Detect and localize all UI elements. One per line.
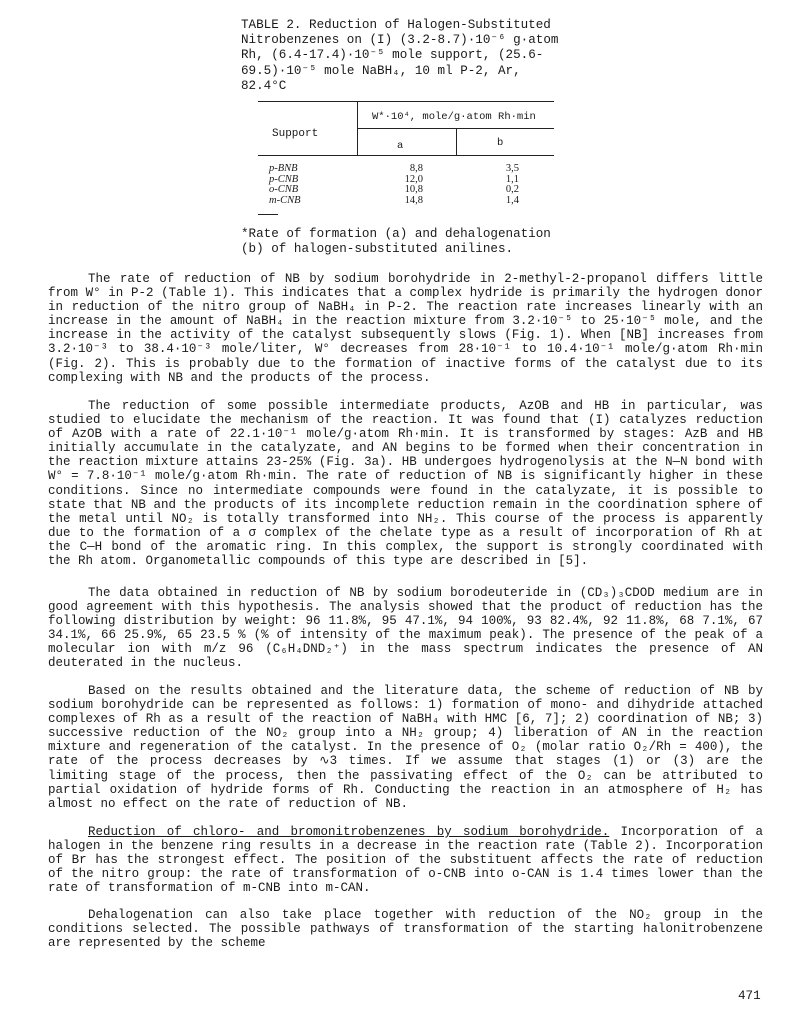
table-cell-support: m-CNB <box>269 194 301 206</box>
table-column-b <box>497 164 519 206</box>
table-cell-a: 12,0 <box>404 173 423 185</box>
paragraph-4: Based on the results obtained and the literature data, the scheme of reduction of NB by sodium borohydride can be represented as follows: 1) formation of mono- and dihydride attached complexes of Rh as a result of the reaction of NaBH₄ with HMC [6, 7]; 2) coordination of NB; 3) successive reduction of the NO₂ group into a NH₂ group; 4) liberation of AN in the reaction mixture and regeneration of the catalyst. In the presence of O₂ (molar ratio O₂/Rh = 400), the rate of the process decreases by ∿3 times. If we assume that stages (1) or (3) are the limiting stage of the process, then the passivating effect of the O₂ can be attributed to partial oxidation of hydride forms of Rh. Conducting the reaction in an atmosphere of H₂ has almost no effect on the rate of reduction of NB. <box>48 684 763 811</box>
table-column-divider-support <box>357 102 358 155</box>
table-column-divider-ab <box>456 129 457 155</box>
table-cell-b: 1,4 <box>505 194 519 206</box>
table-cell-support: p-CNB <box>269 173 299 185</box>
table-cell-support: p-BNB <box>269 163 298 174</box>
table-cell-a: 14,8 <box>404 194 423 206</box>
table-header-a: a <box>397 140 404 152</box>
table-header-rate: W*·10⁴, mole/g·atom Rh·min <box>372 111 536 123</box>
section-heading: Reduction of chloro- and bromonitrobenzenes by sodium borohydride. <box>88 825 610 839</box>
paragraph-5 <box>48 825 763 895</box>
table-column-support <box>269 164 301 206</box>
paragraph-1: The rate of reduction of NB by sodium borohydride in 2-methyl-2-propanol differs little from W° in P-2 (Table 1). This indicates that a complex hydride is primarily the hydrogen donor in reduction of the nitro group of NaBH₄ in P-2. The reaction rate increases linearly with an increase in the amount of NaBH₄ in the reaction mixture from 3.2·10⁻⁵ to 25·10⁻⁵ mole, and the increase in the activity of the catalyst subsequently slows (Fig. 1). When [NB] increases from 3.2·10⁻³ to 38.4·10⁻³ mole/liter, W° decreases from 28·10⁻¹ to 10.4·10⁻¹ mole/g·atom Rh·min (Fig. 2). This is probably due to the formation of inactive forms of the catalyst due to its complexing with NB and the products of the process. <box>48 272 763 385</box>
paragraph-2: The reduction of some possible intermediate products, AzOB and HB in particular, was studied to elucidate the mechanism of the reaction. It was found that (I) catalyzes reduction of AzOB with a rate of 22.1·10⁻¹ mole/g·atom Rh·min. It is transformed by stages: AzB and HB initially accumulate in the catalyzate, and AN begins to be formed when their concentration in the reaction mixture attains 23-25% (Fig. 3a). HB undergoes hydrogenolysis at the N—N bond with W° = 7.8·10⁻¹ mole/g·atom Rh·min. The rate of reduction of NB is significantly higher in these conditions. Since no intermediate compounds were found in the catalyzate, it is possible to state that NB and the products of its incomplete reduction remain in the coordination sphere of the metal until NO₂ is totally transformed into NH₂. This course of the process is apparently due to the formation of a σ complex of the chelate type as a result of incorporation of Rh at the C—H bond of the aromatic ring. In this complex, the support is strongly coordinated with the Rh atom. Organometallic compounds of this type are described in [5]. <box>48 399 763 569</box>
table-header-support: Support <box>272 128 319 140</box>
page-number: 471 <box>738 989 761 1003</box>
table-cell-b: 1,1 <box>505 173 519 185</box>
table-cell-support: o-CNB <box>269 184 299 195</box>
table-cell-a: 8,8 <box>409 163 423 174</box>
table-top-rule <box>258 101 554 102</box>
paragraph-6: Dehalogenation can also take place together with reduction of the NO₂ group in the conditions selected. The possible pathways of transformation of the starting halonitrobenzene are represented by the scheme <box>48 908 763 951</box>
table-header-b: b <box>497 137 504 149</box>
table-header-bottom-rule <box>258 155 554 156</box>
table-column-a <box>395 164 423 206</box>
table-cell-b: 3,5 <box>505 163 519 174</box>
table-bottom-rule <box>258 214 278 215</box>
table-caption: TABLE 2. Reduction of Halogen-Substituted Nitrobenzenes on (I) (3.2-8.7)·10⁻⁶ g·atom Rh, (6.4-17.4)·10⁻⁵ mole support, (25.6-69.5)·10⁻⁵ mole NaBH₄, 10 ml P-2, Ar, 82.4°C <box>241 18 559 93</box>
table-cell-a: 10,8 <box>404 184 423 195</box>
paragraph-3: The data obtained in reduction of NB by sodium borodeuteride in (CD₃)₃CDOD medium are in good agreement with this hypothesis. The analysis showed that the product of reduction has the following distribution by weight: 96 11.8%, 95 47.1%, 94 100%, 93 82.4%, 92 11.8%, 68 7.1%, 67 34.1%, 66 25.9%, 65 23.5 % (% of intensity of the maximum peak). The presence of the peak of a molecular ion with m/z 96 (C₆H₄DND₂⁺) in the mass spectrum indicates the presence of AN deuterated in the nucleus. <box>48 586 763 671</box>
table-footnote: *Rate of formation (a) and dehalogenation (b) of halogen-substituted anilines. <box>241 227 551 257</box>
paragraph-5-text: Incorporation of a halogen in the benzene ring results in a decrease in the reaction rate (Table 2). Incorporation of Br has the strongest effect. The position of the substituent affects the rate of reduction of the nitro group: the rate of transformation of o-CNB into o-CAN is 1.4 times lower than the rate of transformation of m-CNB into m-CAN. <box>48 825 763 896</box>
table-cell-b: 0,2 <box>505 184 519 195</box>
